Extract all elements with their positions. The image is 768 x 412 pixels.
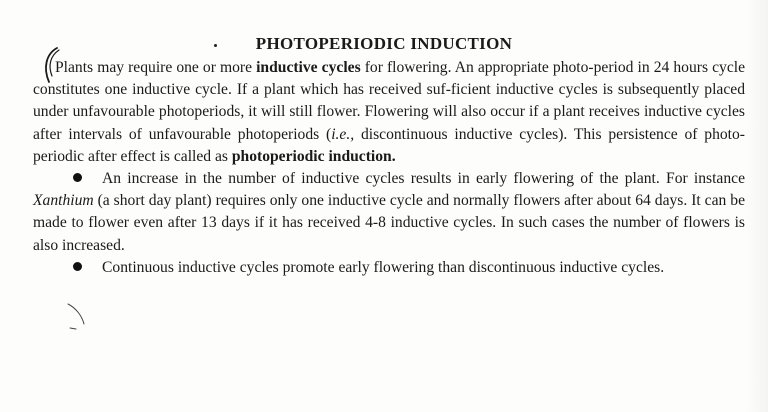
term-inductive-cycles: inductive cycles <box>256 59 361 76</box>
bullet-slot <box>73 257 102 279</box>
paragraph-text: (a short day plant) requires only one inductive cycle and normally flowers after about 64 days. It can be made to flower even after 13 days if it has received 4-8 inductive cycles. In such cases the number of flowers is also increased. <box>33 192 745 254</box>
paragraph-text: Continuous inductive cycles promote early flowering than discontinuous inductive cycles. <box>102 258 665 276</box>
bullet-icon <box>73 262 82 271</box>
paragraph-text: for flowering. An appropriate photo-period in 24 hours cycle constitutes one inductive cycle. If a plant which has received suf-ficient inductive cycles is subsequently placed under unfavourable photoperiods, it will still flower. Flowering will also occur if a plant receives inductive cycles after intervals of unfavourable photoperiods ( <box>33 59 745 143</box>
paragraph-text: Plants may require one or more <box>55 59 257 76</box>
bullet-icon <box>73 173 82 182</box>
handwritten-swoosh-mark <box>64 300 104 340</box>
bullet-slot <box>73 168 102 190</box>
paragraph-text: discontinuous inductive cycles). This persistence of photo-periodic after effect is called as <box>33 125 745 165</box>
abbreviation-ie: i.e., <box>331 125 355 143</box>
stray-dot-mark <box>214 44 217 47</box>
bullet-paragraph-continuous <box>33 257 745 279</box>
bullet-paragraph-increase <box>33 168 745 257</box>
genus-xanthium: Xanthium <box>33 192 94 210</box>
paragraph-photoperiodic-induction <box>33 57 745 168</box>
page-edge-shadow <box>746 0 768 412</box>
paragraph-text: An increase in the number of inductive cycles results in early flowering of the plant. For instance <box>102 170 745 188</box>
page-title: PHOTOPERIODIC INDUCTION <box>255 34 513 53</box>
body-text <box>33 57 745 279</box>
term-photoperiodic-induction: photoperiodic induction. <box>231 147 396 165</box>
